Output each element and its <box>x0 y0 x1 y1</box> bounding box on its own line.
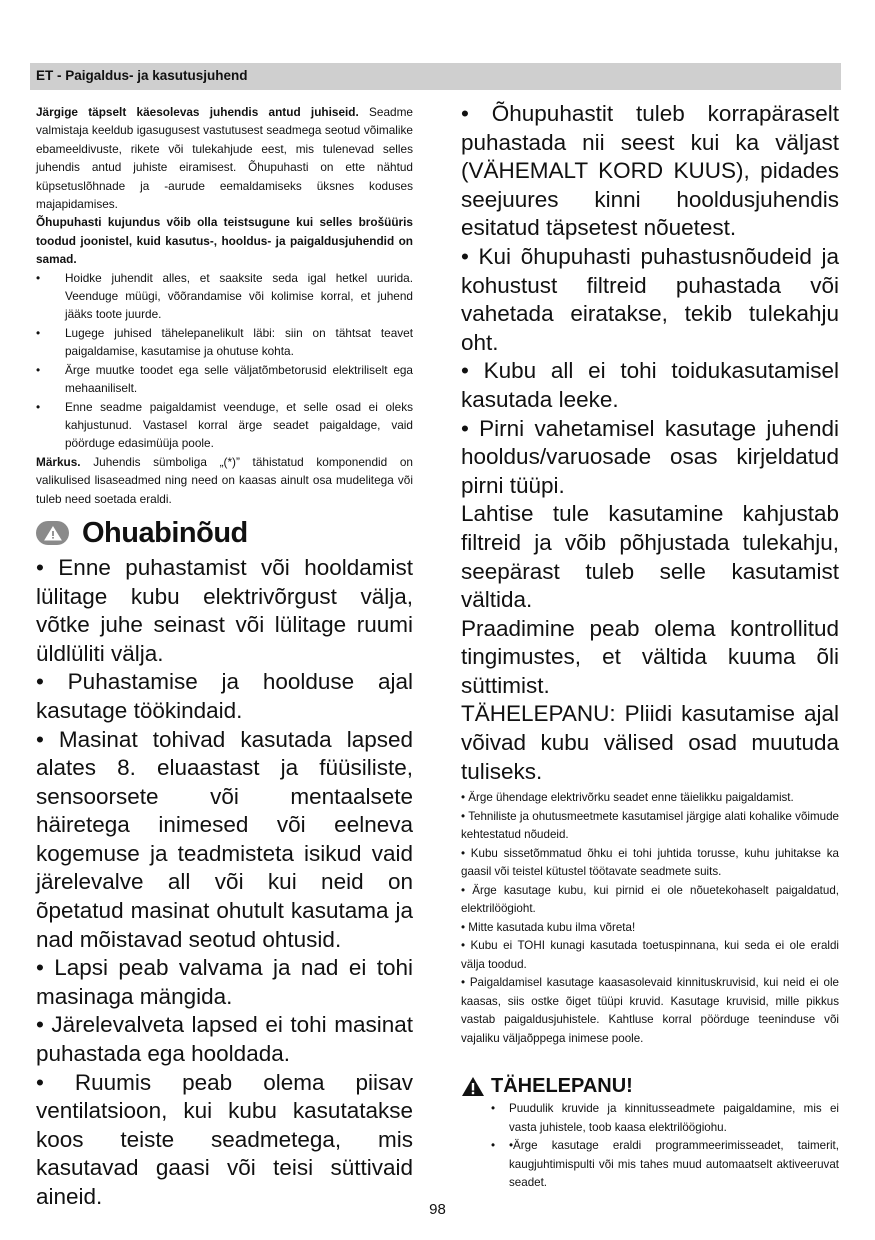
list-item: • Hoidke juhendit alles, et saaksite seda igal hetkel uurida. Veenduge müügi, võõrandamise või kolimise korral, et juhend jääks toote juurde. <box>36 269 413 324</box>
warning-heading <box>461 1075 839 1098</box>
installation-note: • Paigaldamisel kasutage kaasasolevaid kinnituskruvisid, kui neid ei ole kaasas, siis ostke õiget tüüpi kruvid. Kasutage kruvisid, mille pikkus vastab paigaldusjuhistele. Kahtluse korral pöörduge teeninduse või vajaliku väljaõppega inimese poole. <box>461 976 839 1045</box>
safety-paragraph: • Puhastamise ja hoolduse ajal kasutage töökindaid. <box>36 669 413 723</box>
installation-note: • Kubu sissetõmmatud õhku ei tohi juhtida torusse, kuhu juhitakse ka gaasil või teistel kütustel töötavate seadmete suits. <box>461 846 839 879</box>
safety-paragraph: • Ruumis peab olema piisav ventilatsioon, kui kubu kasutatakse koos teiste seadmetega, mis kasutavad gaasi või teisi süttivaid aineid. <box>36 1069 413 1209</box>
intro-bold: Järgige täpselt käesolevas juhendis antud juhiseid. <box>36 105 359 119</box>
warning-list <box>461 1100 839 1193</box>
intro-paragraph <box>36 103 413 213</box>
maintenance-paragraph: TÄHELEPANU: Pliidi kasutamise ajal võivad kubu välised osad muutuda tuliseks. <box>461 701 839 784</box>
remark-text: Juhendis sümboliga „(*)” tähistatud komponendid on valikulised lisaseadmed ning need on kaasas ainult osa mudelitega või tuleb need soetada eraldi. <box>36 454 413 506</box>
list-item: • Puudulik kruvide ja kinnitusseadmete paigaldamine, mis ei vasta juhistele, toob kaasa elektrilöögiohu. <box>491 1100 839 1137</box>
warning-title: TÄHELEPANU! <box>491 1075 633 1098</box>
installation-note: • Tehniliste ja ohutusmeetmete kasutamisel järgige alati kohalike võimude kehtestatud nõudeid. <box>461 809 839 842</box>
maintenance-paragraph: • Kubu all ei tohi toidukasutamisel kasutada leeke. <box>461 358 839 412</box>
maintenance-paragraph: • Pirni vahetamisel kasutage juhendi hooldus/varuosade osas kirjeldatud pirni tüüpi. <box>461 415 839 498</box>
maintenance-paragraph: Lahtise tule kasutamine kahjustab filtreid ja võib põhjustada tulekahju, seepärast tuleb selle kasutamist vältida. <box>461 501 839 613</box>
left-column <box>36 103 413 1212</box>
warning-triangle-icon <box>36 521 69 545</box>
intro-text: Seadme valmistaja keeldub igasugusest vastutusest seadmega seotud võimalike ebameeldivuste, rikete või tulekahjude eest, mis tulenevad selles juhendis antud juhiste eiramisest. Õhupuhasti on ette nähtud küpsetuslõhnade ja -aurude eemaldamiseks üksnes koduses majapidamises. <box>36 105 413 212</box>
safety-paragraph: • Järelevalveta lapsed ei tohi masinat puhastada ega hooldada. <box>36 1012 413 1067</box>
maintenance-paragraphs <box>461 100 839 786</box>
page-number: 98 <box>429 1201 446 1218</box>
design-note: Õhupuhasti kujundus võib olla teistsugune kui selles brošüüris toodud joonistel, kuid kasutus-, hooldus- ja paigaldusjuhendid on samad. <box>36 215 413 267</box>
safety-paragraph: • Lapsi peab valvama ja nad ei tohi masinaga mängida. <box>36 955 413 1009</box>
maintenance-paragraph: • Kui õhupuhasti puhastusnõudeid ja kohustust filtreid puhastada või vahetada eiratakse, tekib tulekahju oht. <box>461 243 839 355</box>
intro-bullet-list <box>36 269 413 453</box>
remark-label: Märkus. <box>36 454 81 469</box>
safety-paragraph: • Enne puhastamist või hooldamist lülitage kubu elektrivõrgust välja, võtke juhe seinast või lülitage ruumi üldlüliti välja. <box>36 554 413 666</box>
installation-notes <box>461 789 839 1048</box>
safety-section-heading <box>36 517 413 550</box>
maintenance-paragraph: Praadimine peab olema kontrollitud tingimustes, et vältida kuuma õli süttimist. <box>461 615 839 698</box>
list-item: • Ärge muutke toodet ega selle väljatõmbetorusid elektriliselt ega mehaaniliselt. <box>36 361 413 398</box>
list-item: • •Ärge kasutage eraldi programmeerimisseadet, taimerit, kaugjuhtimispulti või mis tahes muud automaatselt aktiveeruvat seadet. <box>491 1137 839 1193</box>
right-column <box>461 100 839 1193</box>
installation-note: • Kubu ei TOHI kunagi kasutada toetuspinnana, kui seda ei ole eraldi välja toodud. <box>461 939 839 971</box>
list-item: • Lugege juhised tähelepanelikult läbi: siin on tähtsat teavet paigaldamise, kasutamise ja ohutuse kohta. <box>36 324 413 361</box>
section-header <box>30 63 841 90</box>
header-title: ET - Paigaldus- ja kasutusjuhend <box>36 68 248 83</box>
installation-note: • Ärge kasutage kubu, kui pirnid ei ole nõuetekohaselt paigaldatud, elektrilöögioht. <box>461 883 839 916</box>
section-title: Ohuabinõud <box>82 516 248 549</box>
installation-note: • Mitte kasutada kubu ilma võreta! <box>461 920 636 934</box>
maintenance-paragraph: • Õhupuhastit tuleb korrapäraselt puhastada nii seest kui ka väljast (VÄHEMALT KORD KUUS), pidades seejuures kinni hooldusjuhendis esitatud täpsetest nõuetest. <box>461 101 839 241</box>
list-item: • Enne seadme paigaldamist veenduge, et selle osad ei oleks kahjustunud. Vastasel korral ärge seadet paigaldage, vaid pöörduge edasimüüja poole. <box>36 398 413 453</box>
safety-paragraphs <box>36 554 413 1212</box>
safety-paragraph: • Masinat tohivad kasutada lapsed alates 8. eluaastast ja füüsiliste, sensoorsete või mentaalsete häiretega inimesed või eelneva kogemuse ja teadmisteta isikud vaid järelevalve all või kui neid on õpetatud masinat ohutult kasutama ja nad mõistavad seotud ohtusid. <box>36 726 413 952</box>
warning-triangle-icon <box>461 1076 485 1097</box>
installation-note: • Ärge ühendage elektrivõrku seadet enne täielikku paigaldamist. <box>461 791 794 805</box>
remark-paragraph <box>36 453 413 508</box>
